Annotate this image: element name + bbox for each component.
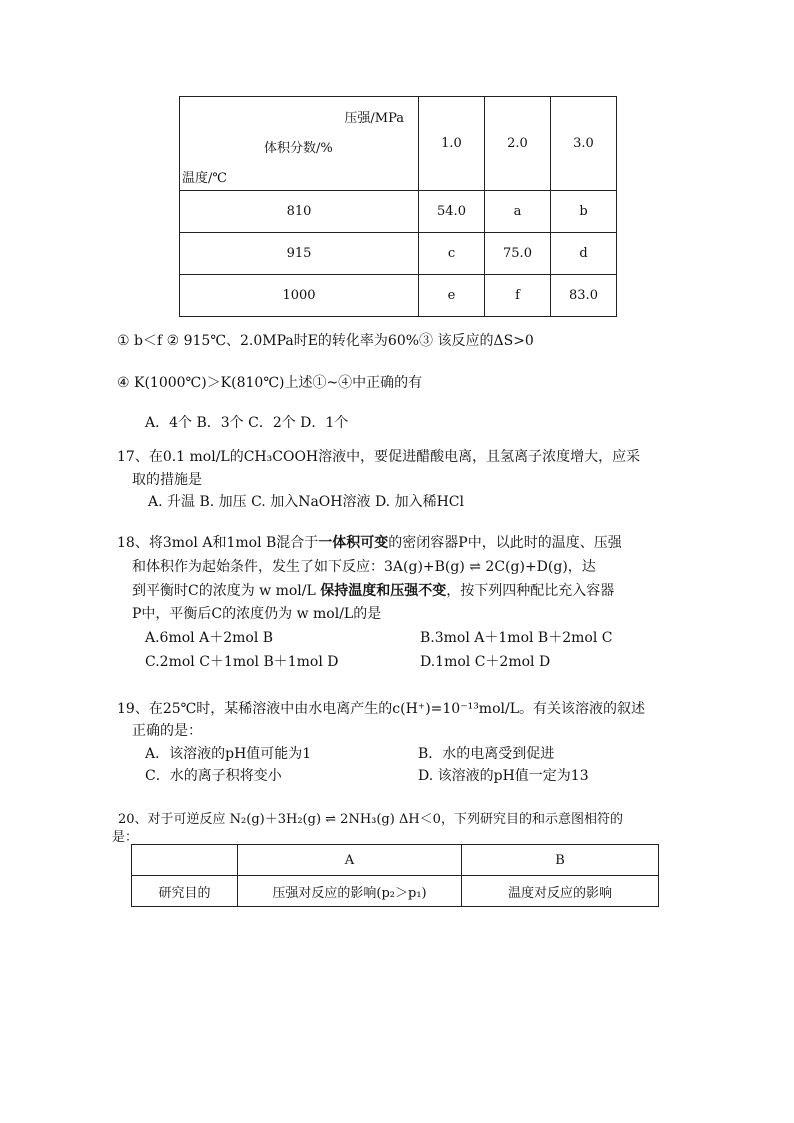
q16-statements-line1: ① b＜f ② 915℃、2.0MPa时E的转化率为60%③ 该反应的ΔS>0 — [117, 333, 534, 349]
temp-cell: 915 — [180, 233, 419, 275]
value-cell: f — [485, 275, 551, 317]
pressure-header-1: 1.0 — [419, 97, 485, 191]
empty-header-cell — [132, 845, 238, 876]
value-cell: e — [419, 275, 485, 317]
q18-text: 的密闭容器P中，以此时的温度、压强 — [388, 535, 622, 551]
value-cell: c — [419, 233, 485, 275]
q18-option-c: C.2mol C＋1mol B＋1mol D — [145, 654, 339, 670]
temp-cell: 810 — [180, 191, 419, 233]
q19-option-a: A．该溶液的pH值可能为1 — [145, 746, 312, 762]
column-header-b: B — [462, 845, 659, 876]
table-header-diagonal-cell — [180, 97, 419, 191]
q18-line1 — [117, 532, 622, 552]
table-row — [180, 233, 617, 275]
q18-option-a: A.6mol A＋2mol B — [145, 630, 274, 646]
q19-line2: 正确的是： — [132, 723, 202, 739]
q18-emphasis: 保持温度和压强不变 — [320, 583, 447, 599]
cell-b: 温度对反应的影响 — [462, 876, 659, 907]
q17-line2: 取的措施是 — [132, 472, 202, 488]
pressure-header-2: 2.0 — [485, 97, 551, 191]
value-cell: b — [551, 191, 617, 233]
q18-line3 — [132, 580, 614, 600]
cell-a: 压强对反应的影响(p₂＞p₁) — [238, 876, 462, 907]
equilibrium-data-table — [179, 96, 617, 317]
q17-options: A. 升温 B. 加压 C. 加入NaOH溶液 D. 加入稀HCl — [148, 494, 464, 510]
q19-option-c: C．水的离子积将变小 — [145, 768, 282, 784]
q17-line1: 17、在0.1 mol/L的CH₃COOH溶液中，要促进醋酸电离，且氢离子浓度增大，应采 — [117, 449, 641, 465]
row-label: 研究目的 — [132, 876, 238, 907]
table-row — [180, 191, 617, 233]
temp-cell: 1000 — [180, 275, 419, 317]
q19-option-b: B．水的电离受到促进 — [418, 746, 555, 762]
q20-line2: 是： — [112, 830, 139, 845]
pressure-header-3: 3.0 — [551, 97, 617, 191]
column-header-a: A — [238, 845, 462, 876]
q19-option-d: D. 该溶液的pH值一定为13 — [418, 768, 589, 784]
q18-line2: 和体积作为起始条件，发生了如下反应：3A(g)+B(g) ⇌ 2C(g)+D(g)，达 — [132, 559, 596, 575]
q18-line4: P中，平衡后C的浓度仍为 w mol/L的是 — [132, 606, 382, 622]
q18-option-d: D.1mol C＋2mol D — [420, 654, 551, 670]
value-cell: a — [485, 191, 551, 233]
value-cell: 75.0 — [485, 233, 551, 275]
q19-line1: 19、在25℃时，某稀溶液中由水电离产生的c(H⁺)=10⁻¹³mol/L。有关该溶液的叙述 — [117, 701, 646, 717]
q20-line1: 20、对于可逆反应 N₂(g)＋3H₂(g) ⇌ 2NH₃(g) ΔH＜0，下列研究目的和示意图相符的 — [118, 812, 623, 827]
temperature-label: 温度/℃ — [182, 171, 227, 186]
q18-option-b: B.3mol A＋1mol B＋2mol C — [420, 630, 613, 646]
table-row — [180, 275, 617, 317]
q18-emphasis: 一体积可变 — [318, 535, 389, 551]
value-cell: 54.0 — [419, 191, 485, 233]
value-cell: d — [551, 233, 617, 275]
value-cell: 83.0 — [551, 275, 617, 317]
q16-statements-line2: ④ K(1000℃)＞K(810℃)上述①~④中正确的有 — [117, 375, 423, 391]
fraction-label: 体积分数/% — [264, 141, 333, 156]
research-purpose-table — [131, 844, 659, 907]
q16-options: A．4个 B．3个 C．2个 D．1个 — [145, 415, 349, 431]
q18-text: 到平衡时C的浓度为 w mol/L — [132, 583, 321, 599]
pressure-label: 压强/MPa — [344, 111, 404, 126]
q18-text: 18、将3mol A和1mol B混合于 — [117, 535, 319, 551]
q18-text: ，按下列四种配比充入容器 — [446, 583, 615, 599]
table-row — [132, 876, 659, 907]
